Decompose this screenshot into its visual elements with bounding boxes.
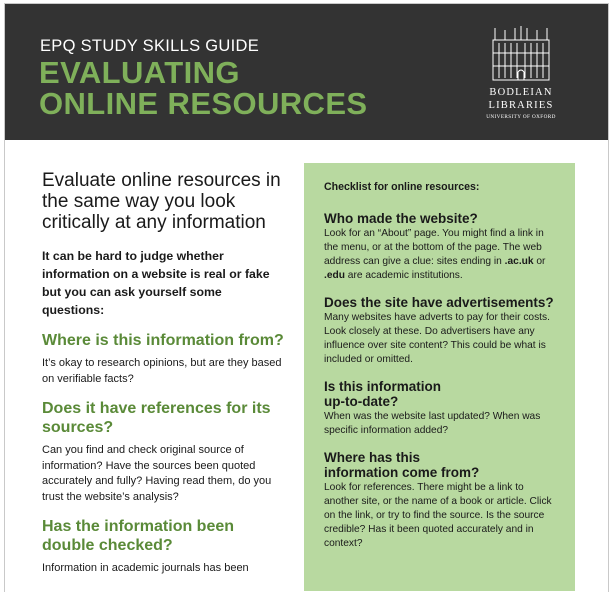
lead-text: It can be hard to judge whether information on a website is real or fake but you can ask yourself some questions:: [42, 249, 270, 317]
checklist-body-who-made-end: are academic institutions.: [344, 270, 463, 281]
section-body-references: Can you find and check original source of information? Have the sources been quoted accurately and fully? Having read them, do you trust the website’s analysis?: [42, 444, 272, 503]
checklist-body-up-to-date: When was the website last updated? When was specific information added?: [324, 411, 541, 436]
checklist-body-who-made: [324, 227, 555, 283]
domain-ac-uk: .ac.uk: [504, 256, 534, 267]
guide-kicker: EPQ STUDY SKILLS GUIDE: [40, 37, 260, 55]
section-heading-references: Does it have references for its sources?: [42, 400, 271, 436]
title-line-1: EVALUATING: [39, 55, 240, 90]
page-title: [39, 57, 368, 119]
checklist-heading-who-made: Who made the website?: [324, 211, 478, 226]
checklist-body-adverts: Many websites have adverts to pay for their costs. Look closely at these. Do advertisers have any influence over site content? This could be what is included or omitted.: [324, 312, 550, 365]
left-column: [42, 170, 287, 589]
bodleian-logo: [481, 26, 561, 126]
logo-text-libraries: LIBRARIES: [488, 100, 554, 111]
title-line-2: ONLINE RESOURCES: [39, 86, 368, 121]
checklist-heading-up-to-date-line2: up-to-date?: [324, 394, 399, 409]
checklist-heading-adverts: Does the site have advertisements?: [324, 295, 554, 310]
header-banner: [5, 4, 608, 140]
checklist-heading-up-to-date-line1: Is this information: [324, 379, 442, 394]
checklist-body-where-from: Look for references. There might be a link to another site, or the name of a book or article. Click on the link, or try to find the source. Is the source credible? Has it been quoted accurately and in context?: [324, 482, 552, 549]
section-body-double-checked: Information in academic journals has been: [42, 562, 249, 574]
section-body-source: It’s okay to research opinions, but are they based on verifiable facts?: [42, 357, 282, 385]
domain-edu: .edu: [324, 270, 345, 281]
bodleian-building-icon: [481, 26, 561, 84]
checklist-body-who-made-or: or: [533, 256, 546, 267]
checklist-heading-up-to-date: [324, 379, 555, 409]
intro-text: Evaluate online resources in the same way you look critically at any information: [42, 170, 281, 233]
checklist-heading-where-from-line2: information come from?: [324, 465, 480, 480]
checklist-box: [304, 163, 575, 591]
checklist-title: Checklist for online resources:: [324, 181, 480, 193]
logo-text-bodleian: BODLEIAN: [489, 87, 553, 98]
section-heading-double-checked: Has the information been double checked?: [42, 518, 235, 554]
checklist-heading-where-from: [324, 450, 555, 480]
document-page: [4, 3, 609, 592]
checklist-heading-where-from-line1: Where has this: [324, 450, 421, 465]
checklist-body-who-made-text: Look for an “About” page. You might find a link in the menu, or at the bottom of the page. The web address can give a clue: sites ending in: [324, 228, 544, 267]
section-heading-source: Where is this information from?: [42, 332, 284, 349]
logo-text-university: UNIVERSITY OF OXFORD: [486, 114, 556, 120]
